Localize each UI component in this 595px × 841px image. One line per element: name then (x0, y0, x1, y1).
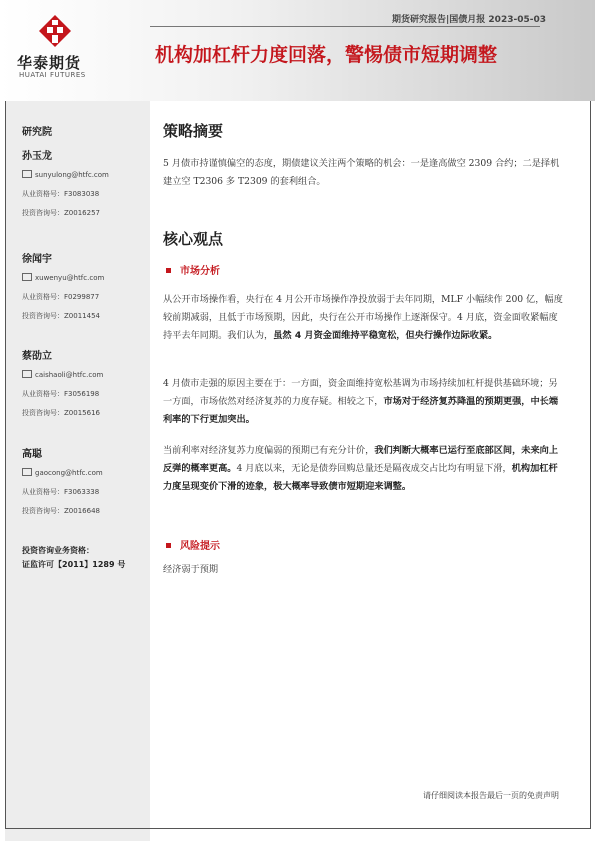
analyst-name: 孙玉龙 (22, 151, 52, 162)
p1-text: 从公开市场操作看，央行在 4 月公开市场操作净投放弱于去年同期，MLF 小幅续作 200 亿，幅度较前期减弱，且低于市场预期，因此，央行在公开市场操作上逐渐保守。4 月底，资金面收紧幅度持平去年同期。我们认为， (163, 294, 563, 341)
brand-name-cn: 华泰期货 (17, 54, 82, 72)
analyst-email-row[interactable] (22, 370, 103, 379)
analyst-license: 从业资格号：F3083038 (22, 190, 100, 198)
analyst-email[interactable]: gaocong@htfc.com (35, 469, 103, 477)
p3-text-1: 当前利率对经济复苏力度偏弱的预期已有充分计价， (163, 445, 375, 456)
market-analysis-heading (166, 262, 220, 277)
mail-icon (22, 468, 32, 476)
paragraph-2 (163, 375, 563, 429)
qualification-license: 证监许可【2011】1289 号 (22, 560, 126, 569)
risk-text: 经济弱于预期 (163, 564, 219, 575)
huatai-logo-icon (38, 14, 72, 48)
qualification-line: 投资咨询业务资格： (22, 546, 94, 555)
analyst-email-row[interactable] (22, 170, 109, 179)
analyst-name: 徐闻宇 (22, 254, 52, 265)
frame-bottom (5, 828, 590, 829)
report-title: 机构加杠杆力度回落，警惕债市短期调整 (155, 44, 498, 66)
paragraph-1 (163, 291, 563, 345)
analyst-license: 从业资格号：F0299877 (22, 293, 100, 301)
red-square-icon (166, 543, 171, 548)
brand-name-en: HUATAI FUTURES (19, 71, 86, 79)
analyst-consult-license: 投资咨询号：Z0011454 (22, 312, 100, 320)
institute-label: 研究院 (22, 127, 52, 138)
analyst-consult-license: 投资咨询号：Z0016648 (22, 507, 100, 515)
analyst-email[interactable]: xuwenyu@htfc.com (35, 274, 105, 282)
p3-text-2: 4 月底以来，无论是债券回购总量还是隔夜成交占比均有明显下滑， (236, 463, 512, 474)
red-square-icon (166, 268, 171, 273)
analyst-email[interactable]: sunyulong@htfc.com (35, 171, 109, 179)
p2-emphasis: 市场对于经济复苏降温的预期更强，中长端利率的下行更加突出。 (163, 396, 559, 425)
frame-right (590, 101, 591, 829)
p3-emphasis-2: 机构加杠杆力度呈现变价下滑的迹象，极大概率导致债市短期迎来调整。 (163, 463, 558, 492)
disclaimer-note: 请仔细阅读本报告最后一页的免责声明 (423, 791, 559, 800)
strategy-heading: 策略摘要 (163, 122, 224, 140)
header-divider (150, 26, 540, 27)
analyst-email-row[interactable] (22, 273, 104, 282)
risk-heading (166, 537, 220, 552)
core-view-heading: 核心观点 (163, 230, 224, 248)
risk-label: 风险提示 (180, 541, 220, 552)
analyst-license: 从业资格号：F3063338 (22, 488, 100, 496)
analyst-license: 从业资格号：F3056198 (22, 390, 100, 398)
analyst-consult-license: 投资咨询号：Z0016257 (22, 209, 100, 217)
p3-emphasis-1: 我们判断大概率已运行至底部区间，未来向上反弹的概率更高。 (163, 445, 559, 474)
market-analysis-label: 市场分析 (180, 266, 220, 277)
p2-text: 4 月债市走强的原因主要在于：一方面，资金面维持宽松基调为市场持续加杠杆提供基础环境；另一方面，市场依然对经济复苏的力度存疑。相较之下， (163, 378, 558, 407)
strategy-summary: 5 月债市持谨慎偏空的态度，期债建议关注两个策略的机会：一是逢高做空 2309 合约；二是择机建立空 T2306 多 T2309 的套利组合。 (163, 158, 560, 187)
analyst-email[interactable]: caishaoli@htfc.com (35, 371, 104, 379)
analyst-name: 蔡劭立 (22, 351, 52, 362)
frame-left (5, 101, 6, 828)
mail-icon (22, 170, 32, 178)
mail-icon (22, 370, 32, 378)
analyst-name: 高聪 (22, 449, 42, 460)
report-tag: 期货研究报告|国债月报 2023-05-03 (392, 15, 546, 25)
analyst-email-row[interactable] (22, 468, 103, 477)
paragraph-3 (163, 442, 563, 496)
p1-emphasis: 虽然 4 月资金面维持平稳宽松，但央行操作边际收紧。 (273, 330, 498, 341)
analyst-consult-license: 投资咨询号：Z0015616 (22, 409, 100, 417)
mail-icon (22, 273, 32, 281)
qualification-note (22, 544, 125, 572)
